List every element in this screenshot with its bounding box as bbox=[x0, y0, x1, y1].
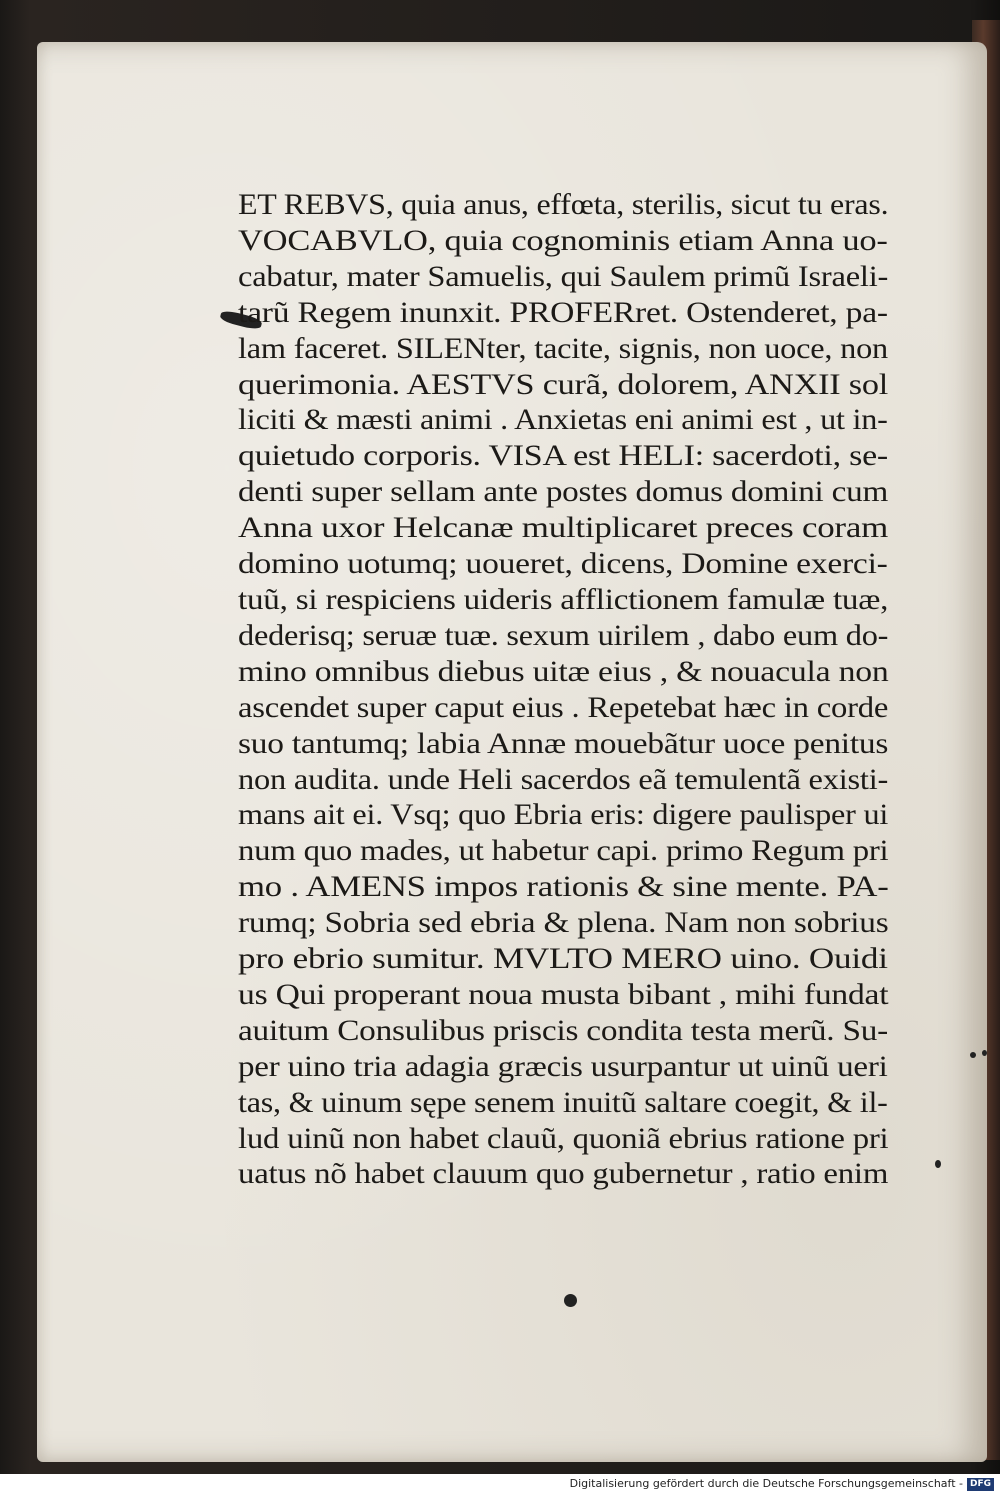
text-line: tas, & uinum sępe senem inuitũ saltare coegit, & il- bbox=[238, 1086, 888, 1119]
text-line: non audita. unde Heli sacerdos eã temulentã existi- bbox=[238, 763, 889, 796]
text-line: VOCABVLO, quia cognominis etiam Anna uo- bbox=[238, 224, 888, 257]
text-line: domino uotumq; uoueret, dicens, Domine exerci- bbox=[238, 548, 888, 581]
text-line: lam faceret. SILENter, tacite, signis, non uoce, non bbox=[238, 332, 888, 365]
ink-dot bbox=[970, 1052, 976, 1058]
text-line: cabatur, mater Samuelis, qui Saulem primũ Israeli- bbox=[238, 260, 889, 293]
text-line: suo tantumq; labia Annæ mouebãtur uoce penitus bbox=[238, 727, 889, 760]
text-line: quietudo corporis. VISA est HELI: sacerdoti, se- bbox=[238, 440, 888, 473]
text-line: dederisq; seruæ tuæ. sexum uirilem , dabo eum do- bbox=[238, 619, 889, 652]
text-line: pro ebrio sumitur. MVLTO MERO uino. Ouidi bbox=[238, 943, 888, 976]
ink-dot bbox=[982, 1050, 987, 1056]
text-line: per uino tria adagia græcis usurpantur ut uinũ ueri bbox=[238, 1050, 888, 1083]
text-line: denti super sellam ante postes domus domini cum bbox=[238, 476, 889, 509]
ink-dot bbox=[564, 1294, 577, 1307]
text-line: ascendet super caput eius . Repetebat hæc in corde bbox=[238, 691, 889, 724]
dfg-logo: DFG bbox=[967, 1478, 994, 1491]
text-line: auitum Consulibus priscis condita testa merũ. Su- bbox=[238, 1014, 889, 1047]
text-line: mino omnibus diebus uitæ eius , & nouacula non bbox=[238, 655, 889, 688]
text-line: tuũ, si respiciens uideris afflictionem famulæ tuæ, bbox=[238, 583, 889, 616]
latin-commentary-text bbox=[238, 188, 888, 1193]
text-line: lud uinũ non habet clauũ, quoniã ebrius ratione pri bbox=[238, 1122, 889, 1155]
funding-credit: Digitalisierung gefördert durch die Deutsche Forschungsgemeinschaft - bbox=[569, 1477, 963, 1490]
text-line: Anna uxor Helcanæ multiplicaret preces coram bbox=[238, 512, 889, 545]
text-line: mans ait ei. Vsq; quo Ebria eris: digere paulisper ui bbox=[238, 799, 889, 832]
text-line: liciti & mæsti animi . Anxietas eni animi est , ut in- bbox=[238, 404, 888, 437]
text-line: uatus nõ habet clauum quo gubernetur , ratio enim bbox=[238, 1158, 889, 1191]
text-line: tarũ Regem inunxit. PROFERret. Ostenderet, pa- bbox=[238, 296, 888, 329]
text-line: num quo mades, ut habetur capi. primo Regum pri bbox=[238, 835, 889, 868]
text-line: querimonia. AESTVS curã, dolorem, ANXII sol bbox=[238, 368, 889, 401]
text-line: us Qui properant noua musta bibant , mihi fundat bbox=[238, 978, 889, 1011]
text-line: ET REBVS, quia anus, effœta, sterilis, sicut tu eras. bbox=[238, 189, 889, 221]
text-line: rumq; Sobria sed ebria & plena. Nam non sobrius bbox=[238, 907, 889, 940]
digitization-footer bbox=[0, 1474, 1000, 1493]
text-line: mo . AMENS impos rationis & sine mente. PA- bbox=[238, 871, 889, 904]
